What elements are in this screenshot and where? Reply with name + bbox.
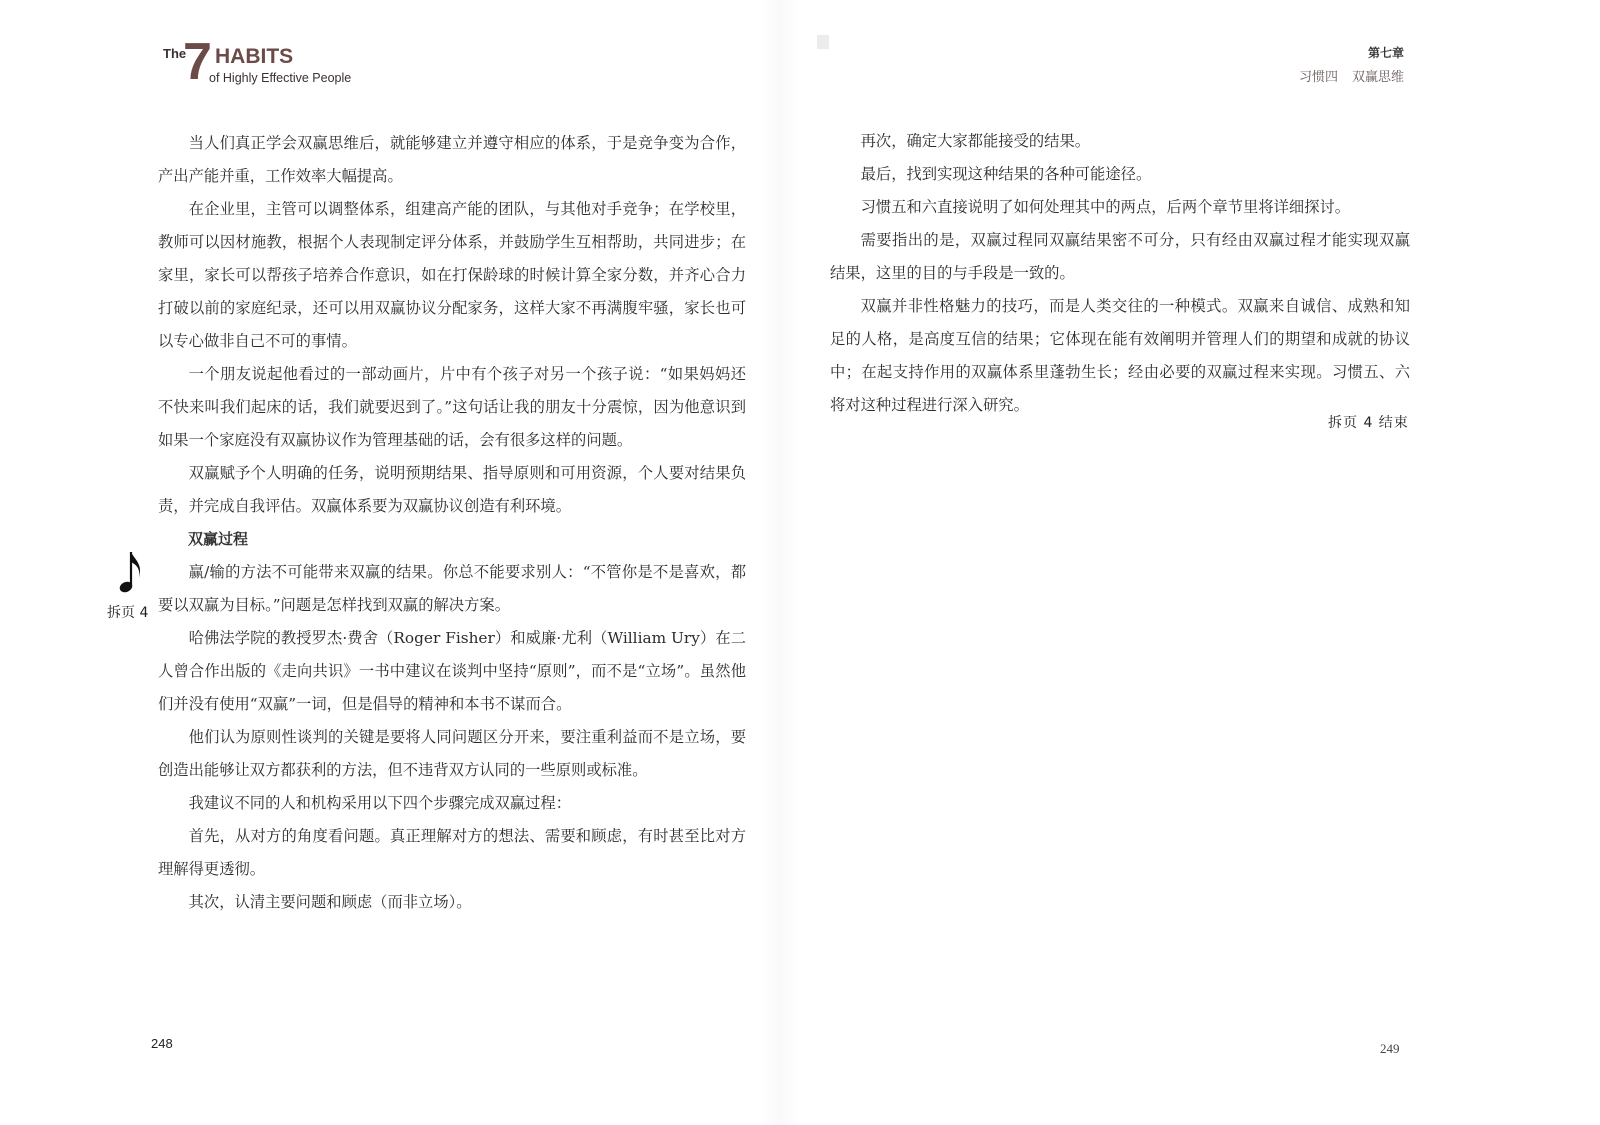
left-page [0, 0, 780, 1125]
paragraph: 双赢并非性格魅力的技巧，而是人类交往的一种模式。双赢来自诚信、成熟和知足的人格，是高度互信的结果；它体现在能有效阐明并管理人们的期望和成就的协议中；在起支持作用的双赢体系里蓬勃生长；经由必要的双赢过程来实现。习惯五、六将对这种过程进行深入研究。 [830, 297, 1410, 414]
excerpt-end-label: 拆页 4 结束 [1328, 415, 1409, 431]
paragraph: 一个朋友说起他看过的一部动画片，片中有个孩子对另一个孩子说：“如果妈妈还不快来叫我们起床的话，我们就要迟到了。”这句话让我的朋友十分震惊，因为他意识到如果一个家庭没有双赢协议作为管理基础的话，会有很多这样的问题。 [158, 365, 746, 449]
running-header [1299, 44, 1404, 85]
logo-subtitle: of Highly Effective People [209, 71, 352, 85]
chapter-label: 第七章 [1367, 46, 1404, 60]
paragraph: 双赢赋予个人明确的任务，说明预期结果、指导原则和可用资源，个人要对结果负责，并完成自我评估。双赢体系要为双赢协议创造有利环境。 [158, 464, 746, 515]
logo-seven: 7 [183, 33, 210, 91]
paragraph: 需要指出的是，双赢过程同双赢结果密不可分，只有经由双赢过程才能实现双赢结果，这里的目的与手段是一致的。 [830, 231, 1410, 282]
paragraph: 哈佛法学院的教授罗杰·费舍（Roger Fisher）和威廉·尤利（William Ury）在二人曾合作出版的《走向共识》一书中建议在谈判中坚持“原则”，而不是“立场”。虽然他们并没有使用“双赢”一词，但是倡导的精神和本书不谋而合。 [158, 629, 746, 713]
page-number: 248 [151, 1036, 173, 1051]
habit-label [1299, 66, 1404, 85]
paragraph: 他们认为原则性谈判的关键是要将人同问题区分开来，要注重利益而不是立场，要创造出能够让双方都获利的方法，但不违背双方认同的一些原则或标准。 [158, 728, 746, 779]
paragraph: 再次，确定大家都能接受的结果。 [860, 132, 1091, 150]
habit-title: 双赢思维 [1351, 70, 1404, 85]
book-logo [163, 33, 363, 92]
paragraph: 首先，从对方的角度看问题。真正理解对方的想法、需要和顾虑，有时甚至比对方理解得更透彻。 [158, 827, 746, 878]
paragraph: 在企业里，主管可以调整体系，组建高产能的团队，与其他对手竞争；在学校里，教师可以因材施教，根据个人表现制定评分体系，并鼓励学生互相帮助，共同进步；在家里，家长可以帮孩子培养合作意识，如在打保龄球的时候计算全家分数，并齐心合力打破以前的家庭纪录，还可以用双赢协议分配家务，这样大家不再满腹牢骚，家长也可以专心做非自己不可的事情。 [158, 200, 746, 350]
right-page-body [830, 125, 1410, 422]
paragraph: 最后，找到实现这种结果的各种可能途径。 [860, 165, 1152, 183]
excerpt-start-label: 拆页 4 [107, 605, 149, 621]
paragraph: 当人们真正学会双赢思维后，就能够建立并遵守相应的体系，于是竞争变为合作，产出产能并重，工作效率大幅提高。 [158, 134, 746, 185]
music-note-icon [117, 548, 147, 594]
habit-number: 习惯四 [1298, 70, 1338, 85]
section-title: 双赢过程 [188, 530, 249, 548]
scan-artifact [817, 35, 829, 49]
paragraph: 赢/输的方法不可能带来双赢的结果。你总不能要求别人：“不管你是不是喜欢，都要以双赢为目标。”问题是怎样找到双赢的解决方案。 [158, 563, 746, 614]
paragraph: 其次，认清主要问题和顾虑（而非立场）。 [188, 893, 472, 911]
paragraph: 我建议不同的人和机构采用以下四个步骤完成双赢过程： [188, 794, 572, 812]
paragraph: 习惯五和六直接说明了如何处理其中的两点，后两个章节里将详细探讨。 [860, 198, 1351, 216]
page-number: 249 [1380, 1041, 1400, 1056]
logo-habits: HABITS [215, 45, 294, 68]
logo-the: The [163, 46, 187, 61]
left-page-body [158, 127, 746, 919]
